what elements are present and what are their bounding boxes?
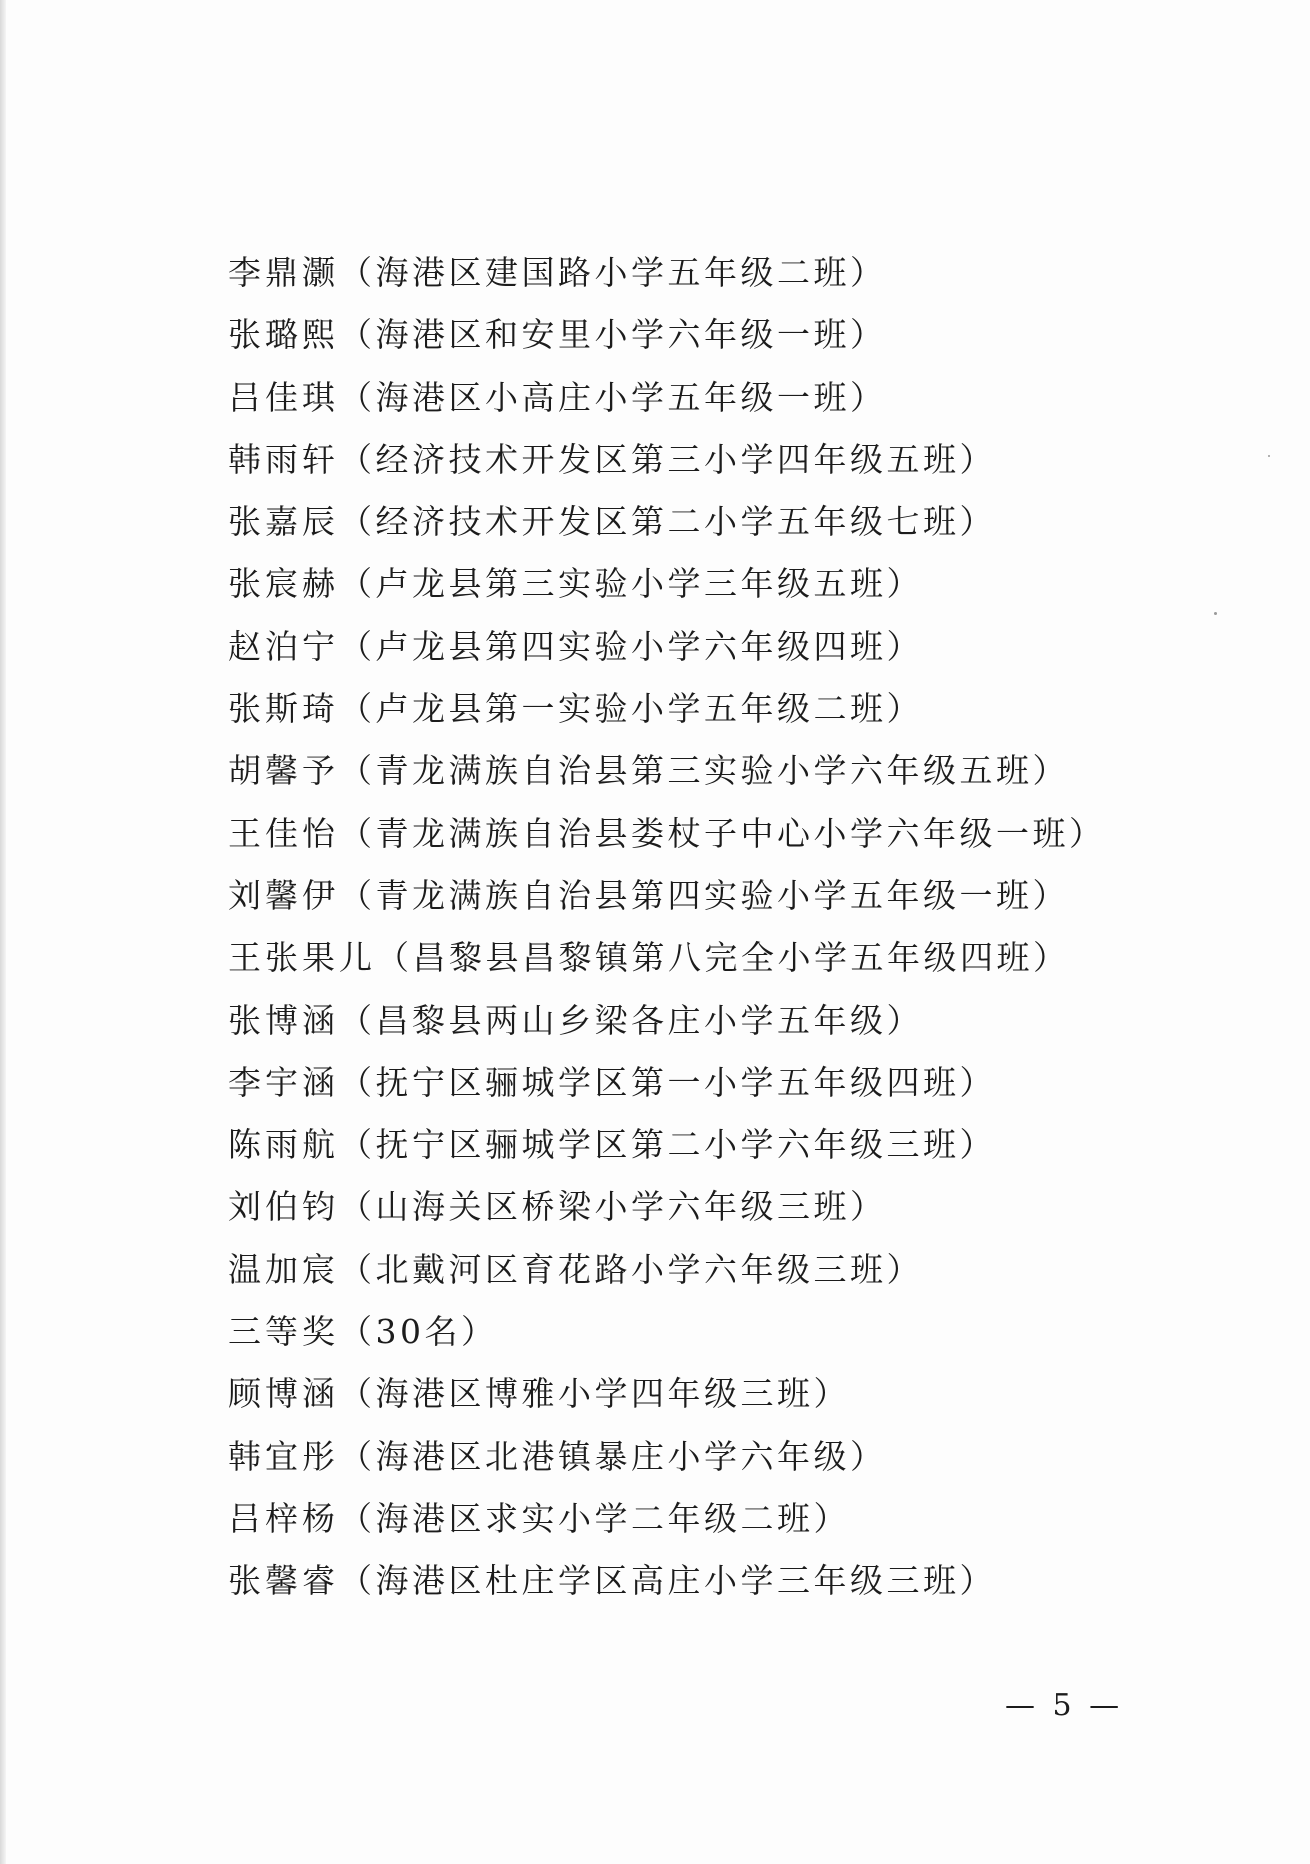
student-school: （抚宁区骊城学区第二小学六年级三班） <box>339 1125 996 1165</box>
student-school: （昌黎县昌黎镇第八完全小学五年级四班） <box>376 938 1070 978</box>
list-item <box>228 1176 1106 1238</box>
student-name: 吕佳琪 <box>228 377 339 417</box>
student-school: （卢龙县第三实验小学三年级五班） <box>339 564 923 604</box>
student-name: 吕梓杨 <box>228 1498 339 1538</box>
student-school: （海港区杜庄学区高庄小学三年级三班） <box>339 1561 996 1601</box>
student-school: （卢龙县第四实验小学六年级四班） <box>339 626 923 666</box>
student-name: 张博涵 <box>228 1000 339 1040</box>
student-name: 刘伯钧 <box>228 1187 339 1227</box>
student-name: 韩宜彤 <box>228 1436 339 1476</box>
list-item <box>228 429 1106 491</box>
list-item <box>228 491 1106 553</box>
student-school: （北戴河区育花路小学六年级三班） <box>339 1249 923 1289</box>
student-name: 张馨睿 <box>228 1561 339 1601</box>
list-item <box>228 1488 1106 1550</box>
student-name: 张宸赫 <box>228 564 339 604</box>
student-school: （海港区博雅小学四年级三班） <box>339 1374 850 1414</box>
student-name: 胡馨予 <box>228 751 339 791</box>
student-name: 张斯琦 <box>228 689 339 729</box>
student-school: （海港区求实小学二年级二班） <box>339 1498 850 1538</box>
student-school: （海港区建国路小学五年级二班） <box>339 253 887 292</box>
student-name: 李鼎灏 <box>228 253 339 292</box>
list-item <box>228 1363 1106 1425</box>
student-name: 陈雨航 <box>228 1125 339 1165</box>
list-item <box>228 242 1106 304</box>
student-school: （海港区小高庄小学五年级一班） <box>339 377 887 417</box>
student-name: 李宇涵 <box>228 1062 339 1102</box>
page-number: — 5 — <box>1005 1688 1124 1723</box>
list-item <box>228 553 1106 615</box>
list-item <box>228 865 1106 927</box>
student-school: （山海关区桥梁小学六年级三班） <box>339 1187 887 1227</box>
list-item <box>228 1239 1106 1301</box>
student-name: 刘馨伊 <box>228 875 339 915</box>
scan-speck <box>1214 612 1217 615</box>
student-name: 张嘉辰 <box>228 502 339 542</box>
student-name: 顾博涵 <box>228 1374 339 1414</box>
list-item <box>228 616 1106 678</box>
student-name: 赵泊宁 <box>228 626 339 666</box>
student-name: 温加宸 <box>228 1249 339 1289</box>
list-item <box>228 803 1106 865</box>
list-item <box>228 990 1106 1052</box>
scan-edge-shadow <box>0 0 6 1864</box>
section-heading-label: 三等奖 <box>228 1312 339 1352</box>
student-school: （昌黎县两山乡梁各庄小学五年级） <box>339 1000 923 1040</box>
student-school: （抚宁区骊城学区第一小学五年级四班） <box>339 1062 996 1102</box>
student-school: （海港区北港镇暴庄小学六年级） <box>339 1436 887 1476</box>
list-item <box>228 1114 1106 1176</box>
list-item <box>228 304 1106 366</box>
award-list <box>228 242 1106 1613</box>
list-item <box>228 367 1106 429</box>
student-school: （青龙满族自治县第四实验小学五年级一班） <box>339 875 1069 915</box>
section-heading-third-prize <box>228 1301 1106 1363</box>
scan-speck <box>1268 455 1270 457</box>
list-item <box>228 1052 1106 1114</box>
student-school: （卢龙县第一实验小学五年级二班） <box>339 689 923 729</box>
student-school: （青龙满族自治县娄杖子中心小学六年级一班） <box>339 813 1106 853</box>
student-name: 张璐熙 <box>228 315 339 355</box>
list-item <box>228 678 1106 740</box>
student-school: （青龙满族自治县第三实验小学六年级五班） <box>339 751 1069 791</box>
section-heading-count: （30名） <box>339 1312 498 1352</box>
student-name: 王张果儿 <box>228 938 376 978</box>
student-school: （海港区和安里小学六年级一班） <box>339 315 887 355</box>
student-school: （经济技术开发区第三小学四年级五班） <box>339 439 996 479</box>
list-item <box>228 740 1106 802</box>
student-name: 王佳怡 <box>228 813 339 853</box>
student-school: （经济技术开发区第二小学五年级七班） <box>339 502 996 542</box>
list-item <box>228 1426 1106 1488</box>
list-item <box>228 1550 1106 1612</box>
student-name: 韩雨轩 <box>228 439 339 479</box>
list-item <box>228 927 1106 989</box>
